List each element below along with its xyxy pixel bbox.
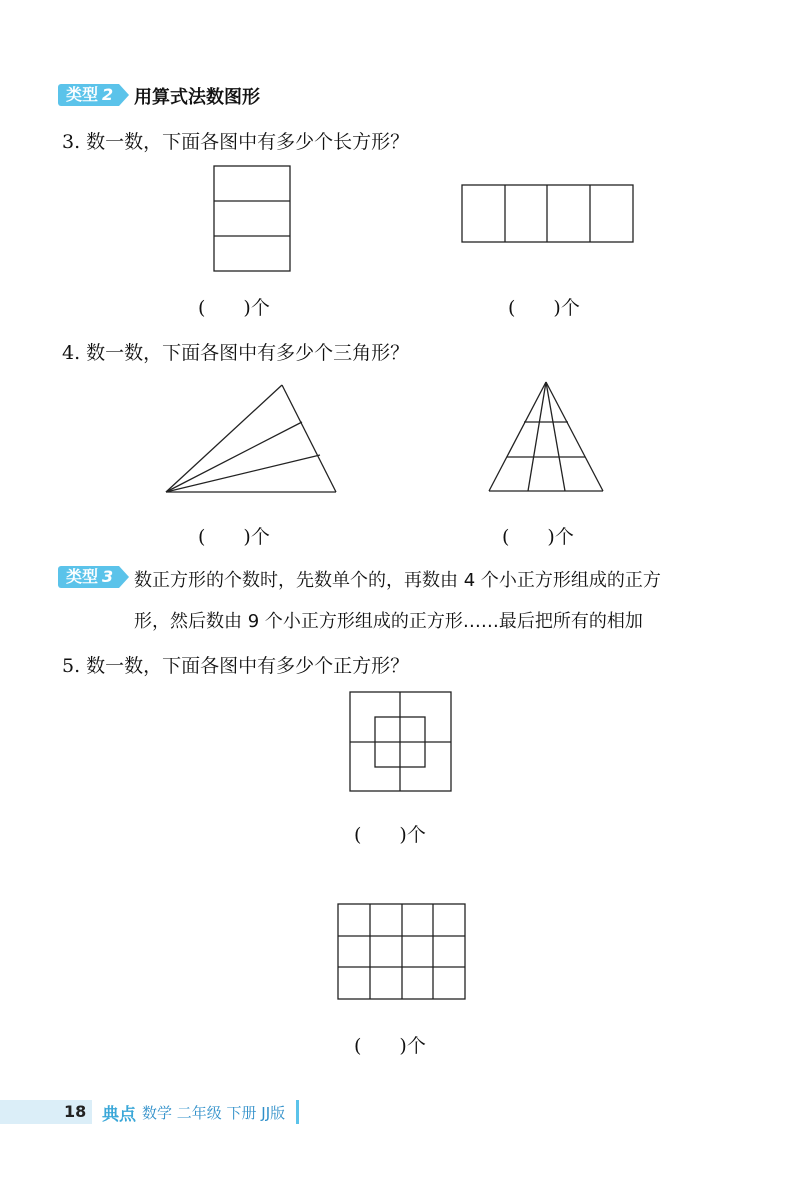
footer-divider xyxy=(296,1100,299,1124)
tip-line-2: 形，然后数由 9 个小正方形组成的正方形……最后把所有的相加 xyxy=(134,611,643,632)
answer-blank-3a[interactable]: ( )个 xyxy=(198,297,270,319)
figure-3b-rectangles xyxy=(458,181,638,247)
figure-3a-rectangles xyxy=(210,162,296,276)
answer-blank-4a[interactable]: ( )个 xyxy=(198,526,270,548)
tip-line-1: 数正方形的个数时，先数单个的，再数由 4 个小正方形组成的正方 xyxy=(134,570,661,591)
answer-blank-3b[interactable]: ( )个 xyxy=(508,297,580,319)
book-title: 数学 二年级 下册 JJ版 xyxy=(142,1104,286,1122)
question-5: 5. 数一数，下面各图中有多少个正方形？ xyxy=(62,655,410,677)
question-3: 3. 数一数，下面各图中有多少个长方形？ xyxy=(62,131,410,153)
figure-5b-squares xyxy=(334,900,470,1004)
figure-5a-squares xyxy=(346,688,456,796)
brand-logo: 典点 xyxy=(102,1105,136,1125)
type-tag-2: 类型 2 xyxy=(58,84,119,106)
section-2-title: 用算式法数图形 xyxy=(134,87,260,108)
figure-4a-triangles xyxy=(160,380,342,498)
answer-blank-5b[interactable]: ( )个 xyxy=(354,1035,426,1057)
type-tag-3: 类型 3 xyxy=(58,566,119,588)
question-4: 4. 数一数，下面各图中有多少个三角形？ xyxy=(62,342,410,364)
page-number: 18 xyxy=(64,1102,87,1121)
figure-4b-triangles xyxy=(484,378,608,496)
answer-blank-4b[interactable]: ( )个 xyxy=(502,526,574,548)
answer-blank-5a[interactable]: ( )个 xyxy=(354,824,426,846)
